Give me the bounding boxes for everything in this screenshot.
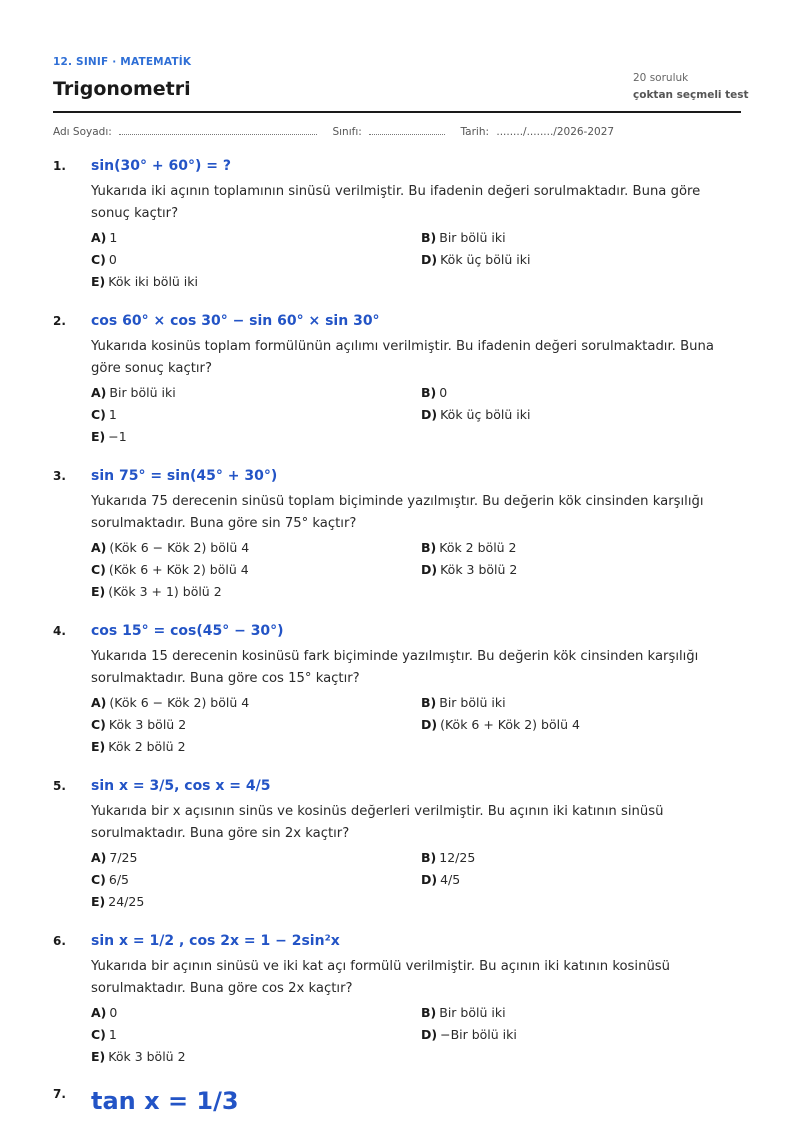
question-formula: sin(30° + 60°) = ? <box>91 158 231 174</box>
answer-option[interactable] <box>421 714 741 736</box>
option-text: −Bir bölü iki <box>440 1027 517 1042</box>
option-text: (Kök 6 − Kök 2) bölü 4 <box>109 695 250 710</box>
answer-options <box>91 382 741 448</box>
question-formula: cos 60° × cos 30° − sin 60° × sin 30° <box>91 313 380 329</box>
date-field-value[interactable]: ......../......../2026-2027 <box>496 126 615 138</box>
option-letter: E) <box>91 274 106 289</box>
answer-options <box>91 1002 741 1068</box>
answer-option[interactable] <box>421 559 741 581</box>
subject-label: 12. SINIF · MATEMATİK <box>53 56 192 68</box>
option-text: (Kök 6 − Kök 2) bölü 4 <box>109 540 250 555</box>
option-letter: D) <box>421 407 438 422</box>
question-stem: Yukarıda kosinüs toplam formülünün açılımı verilmiştir. Bu ifadenin değeri sorulmaktadır. Buna göre sonuç kaçtır? <box>91 339 714 376</box>
option-letter: C) <box>91 252 106 267</box>
option-text: (Kök 3 + 1) bölü 2 <box>108 584 222 599</box>
question-formula: sin x = 3/5, cos x = 4/5 <box>91 778 271 794</box>
answer-option[interactable] <box>91 736 421 758</box>
option-letter: E) <box>91 1049 106 1064</box>
answer-options <box>91 537 741 603</box>
option-letter: E) <box>91 429 106 444</box>
option-letter: D) <box>421 872 438 887</box>
option-text: Bir bölü iki <box>439 230 506 245</box>
answer-option[interactable] <box>91 847 421 869</box>
question-formula: sin x = 1/2 , cos 2x = 1 − 2sin²x <box>91 933 340 949</box>
answer-option[interactable] <box>91 426 421 448</box>
option-letter: D) <box>421 717 438 732</box>
option-letter: E) <box>91 739 106 754</box>
option-letter: E) <box>91 584 106 599</box>
answer-option[interactable] <box>91 692 421 714</box>
answer-option[interactable] <box>91 271 421 293</box>
answer-option[interactable] <box>91 1046 421 1068</box>
answer-options <box>91 692 741 758</box>
option-text: Kök iki bölü iki <box>108 274 198 289</box>
option-letter: A) <box>91 850 107 865</box>
answer-options <box>91 227 741 293</box>
question-stem: Yukarıda bir açının sinüsü ve iki kat açı formülü verilmiştir. Bu açının iki katının kosinüsü sorulmaktadır. Buna göre cos 2x kaçtır? <box>91 959 671 996</box>
answer-option[interactable] <box>421 404 741 426</box>
question-stem: Yukarıda bir x açısının sinüs ve kosinüs değerleri verilmiştir. Bu açının iki katının sinüsü sorulmaktadır. Buna göre sin 2x kaçtır? <box>91 804 664 841</box>
header-divider <box>53 111 741 113</box>
question-stem: Yukarıda iki açının toplamının sinüsü verilmiştir. Bu ifadenin değeri sorulmaktadır. Buna göre sonuç kaçtır? <box>91 184 701 221</box>
option-text: 0 <box>109 1005 118 1020</box>
answer-option[interactable] <box>91 1024 421 1046</box>
option-text: Kök 3 bölü 2 <box>108 717 187 732</box>
question-number: 2. <box>53 314 66 328</box>
question-number: 5. <box>53 779 66 793</box>
answer-option[interactable] <box>91 891 421 913</box>
option-letter: A) <box>91 385 107 400</box>
question-formula: cos 15° = cos(45° − 30°) <box>91 623 284 639</box>
option-text: Bir bölü iki <box>439 1005 506 1020</box>
answer-option[interactable] <box>91 559 421 581</box>
answer-option[interactable] <box>91 1002 421 1024</box>
answer-option[interactable] <box>421 869 741 891</box>
option-letter: A) <box>91 230 107 245</box>
question-item <box>53 931 741 1068</box>
option-letter: B) <box>421 695 437 710</box>
answer-option[interactable] <box>421 1002 741 1024</box>
question-item <box>53 311 741 448</box>
question-list <box>53 156 741 1134</box>
option-text: 12/25 <box>439 850 476 865</box>
option-letter: D) <box>421 562 438 577</box>
name-field-line[interactable] <box>119 124 317 135</box>
question-number: 3. <box>53 469 66 483</box>
option-letter: B) <box>421 1005 437 1020</box>
answer-option[interactable] <box>91 227 421 249</box>
option-letter: C) <box>91 1027 106 1042</box>
answer-option[interactable] <box>91 581 421 603</box>
option-text: (Kök 6 + Kök 2) bölü 4 <box>440 717 580 732</box>
date-field-label: Tarih: <box>460 126 490 138</box>
option-letter: C) <box>91 562 106 577</box>
option-letter: E) <box>91 894 106 909</box>
option-text: 0 <box>439 385 448 400</box>
question-formula: sin 75° = sin(45° + 30°) <box>91 468 278 484</box>
option-letter: B) <box>421 385 437 400</box>
option-text: Kök 2 bölü 2 <box>439 540 517 555</box>
test-meta <box>633 70 749 104</box>
option-text: Kök 3 bölü 2 <box>440 562 518 577</box>
answer-options <box>91 847 741 913</box>
question-number: 6. <box>53 934 66 948</box>
class-field-line[interactable] <box>369 124 445 135</box>
answer-option[interactable] <box>421 227 741 249</box>
question-item <box>53 776 741 913</box>
class-field-label: Sınıfı: <box>332 126 362 138</box>
answer-option[interactable] <box>91 714 421 736</box>
option-text: 7/25 <box>109 850 138 865</box>
option-text: 4/5 <box>440 872 461 887</box>
option-text: 1 <box>108 407 117 422</box>
option-text: (Kök 6 + Kök 2) bölü 4 <box>108 562 249 577</box>
student-info-fields <box>53 124 614 138</box>
question-count: 20 soruluk <box>633 72 689 84</box>
answer-option[interactable] <box>421 1024 741 1046</box>
answer-option[interactable] <box>421 847 741 869</box>
question-stem: Yukarıda 75 derecenin sinüsü toplam biçiminde yazılmıştır. Bu değerin kök cinsinden karşılığı sorulmaktadır. Buna göre sin 75° kaçtır? <box>91 494 704 531</box>
answer-option[interactable] <box>91 404 421 426</box>
option-text: Kök üç bölü iki <box>440 252 531 267</box>
answer-option[interactable] <box>421 249 741 271</box>
question-number: 1. <box>53 159 66 173</box>
option-letter: A) <box>91 695 107 710</box>
answer-option[interactable] <box>421 382 741 404</box>
name-field-label: Adı Soyadı: <box>53 126 112 138</box>
test-type: çoktan seçmeli test <box>633 89 749 101</box>
question-formula: tan x = 1/3 <box>91 1087 239 1115</box>
question-item <box>53 156 741 293</box>
option-text: Kök 2 bölü 2 <box>108 739 186 754</box>
option-letter: A) <box>91 1005 107 1020</box>
answer-option[interactable] <box>421 692 741 714</box>
question-number: 4. <box>53 624 66 638</box>
answer-option[interactable] <box>91 249 421 271</box>
option-letter: C) <box>91 717 106 732</box>
option-letter: D) <box>421 252 438 267</box>
question-item <box>53 1086 741 1116</box>
option-letter: A) <box>91 540 107 555</box>
page-title: Trigonometri <box>53 78 191 100</box>
option-text: 1 <box>109 230 118 245</box>
option-text: 1 <box>108 1027 117 1042</box>
option-letter: C) <box>91 872 106 887</box>
option-text: −1 <box>108 429 127 444</box>
option-letter: B) <box>421 230 437 245</box>
option-text: Kök 3 bölü 2 <box>108 1049 186 1064</box>
option-text: Bir bölü iki <box>109 385 176 400</box>
question-stem: Yukarıda 15 derecenin kosinüsü fark biçiminde yazılmıştır. Bu değerin kök cinsinden karşılığı sorulmaktadır. Buna göre cos 15° kaçtır? <box>91 649 699 686</box>
option-letter: B) <box>421 850 437 865</box>
option-letter: B) <box>421 540 437 555</box>
option-text: 6/5 <box>108 872 130 887</box>
question-number: 7. <box>53 1087 66 1101</box>
answer-option[interactable] <box>91 869 421 891</box>
answer-option[interactable] <box>421 537 741 559</box>
option-letter: D) <box>421 1027 438 1042</box>
question-item <box>53 621 741 758</box>
option-text: Bir bölü iki <box>439 695 506 710</box>
option-text: 0 <box>108 252 117 267</box>
option-letter: C) <box>91 407 106 422</box>
option-text: 24/25 <box>108 894 145 909</box>
answer-option[interactable] <box>91 382 421 404</box>
question-item <box>53 466 741 603</box>
answer-option[interactable] <box>91 537 421 559</box>
option-text: Kök üç bölü iki <box>440 407 531 422</box>
